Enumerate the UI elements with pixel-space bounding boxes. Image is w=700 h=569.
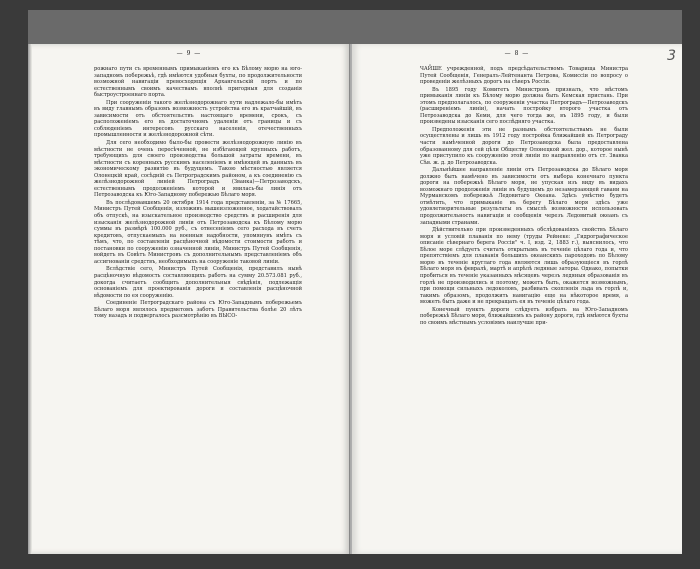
paragraph: рожнаго пути съ временнымъ примыканіемъ его къ Бѣлому морю на юго-западномъ побережьѣ, гдѣ имѣются удобныя бухты, по продолжительности возможной навигаціи превосходящія Архангельскій портъ и по естественнымъ своимъ качествамъ вполнѣ пригодныя для созданія быстроустроеннаго порта.: [94, 66, 302, 99]
paragraph: Соединеніе Петроградскаго района съ Юго-Западнымъ побережьемъ Бѣлаго моря являлось предметомъ заботъ Правительства болѣе 20 лѣтъ тому назадъ и подвергалось разсмотрѣнію въ ВЫСО-: [94, 300, 302, 320]
paragraph: ЧАЙШЕ учрежденной, подъ предсѣдательствомъ Товарища Министра Путей Сообщенія, Генералъ-Лейтенанта Петрова, Комиссіи по вопросу о проведеніи желѣзныхъ дорогъ на сѣверъ Россіи.: [420, 66, 628, 86]
right-page-number: — 8 —: [504, 50, 530, 57]
paragraph: Предположенія эти не разнымъ обстоятельствамъ не были осуществлены и лишь въ 1912 году постройка ближайшей къ Петрограду части намѣченной дороги до Петрозаводска была предоставлена образованному для сей цѣли Обществу Олонецкой жел. дор., которое нынѣ уже приступило къ сооруженію этой линіи по направленію отъ ст. Званка Сѣв. ж. д. до Петрозаводска.: [420, 126, 628, 166]
left-text-column: [94, 66, 302, 321]
page-edge-shadow: [28, 44, 32, 554]
paragraph: Въ 1895 году Комитетъ Министровъ призналъ, что мѣстомъ примыканія линіи къ Бѣлому морю должна быть Кемская пристань. При этомъ предполагалось, по сооруженіи участка Петроградъ—Петрозаводскъ (расширеніемъ линіи), начать постройку второго участка отъ Петрозаводска до Кеми, для чего тогда же, въ 1895 году, и были произведены изысканія сего послѣдняго участка.: [420, 86, 628, 126]
left-page-number: — 9 —: [176, 50, 202, 57]
right-page: [352, 44, 682, 554]
paragraph: Дальнѣйшее направленіе линіи отъ Петрозаводска до Бѣлаго моря должно быть намѣчено въ зависимости отъ выбора конечнаго пункта дороги на побережьѣ Бѣлаго моря, не упуская изъ виду въ видахъ возможнаго продолженія линіи въ будущемъ до незамерзающей гавани на Мурманскомъ побережьѣ Ледовитаго Океана. Здѣсь умѣстно будетъ отмѣтить, что примыканіе въ берегу Бѣлаго моря здѣсь уже удовлетворительные результаты въ смыслѣ возможности использовать продолжительность навигаціи и сообщенія черезъ Ледовитый океанъ съ западными странами.: [420, 167, 628, 226]
paragraph: При сооруженіи такого желѣзнодорожнаго пути надлежало-бы имѣть въ виду главнымъ образомъ возможность устройства его въ кратчайшій, въ зависимости отъ обстоятельствъ настоящаго времени, срокъ, съ расположеніемъ его въ достаточномъ удаленіи отъ границы и съ соблюденіемъ интересовъ русскаго населенія, отечественныхъ промышленности и желѣзнодорожной сѣти.: [94, 99, 302, 139]
right-text-column: [420, 66, 628, 327]
handwritten-page-mark: 3: [667, 48, 676, 64]
paragraph: Вслѣдствіе сего, Министръ Путей Сообщенія, представилъ нынѣ расцѣночную вѣдомость составляющихъ работъ на сумму 20.573.081 руб., докогда считаетъ сообщить дополнительныя свѣдѣнія, подлежащія основаніемъ для проектированія дороги и составленія расцѣночной вѣдомости по ея сооруженію.: [94, 266, 302, 299]
paragraph: Для сего необходимо было-бы провести желѣзнодорожную линію въ мѣстности не очень пересѣченной, не избѣгающей крупныхъ работъ, требующихъ для своего производства большой затраты времени, въ мѣстности съ коренныхъ русскимъ населеніемъ и имѣющей въ данныхъ въ экономическому развитію въ будущемъ. Такою мѣстностью является Олонецкій край, сосѣдній съ Петроградскимъ районом, а къ соединенію съ желѣзнодорожной линіей Петроградъ (Званка)—Петрозаводскъ, естественнымъ продолженіемъ которой и явилась-бы линія отъ Петрозаводска къ Юго-Западному побережью Бѣлаго моря.: [94, 140, 302, 199]
left-page: [28, 44, 350, 554]
paragraph: Дѣйствительно при произведенныхъ обслѣдованіяхъ свойствъ Бѣлаго моря и условій плаванія по нему (труды Рейнеке: „Гидрографическое описаніе сѣвернаго берега Россіи" ч. I, изд. 2, 1883 г.), выяснилось, что Бѣлое море слѣдуетъ считать открытымъ въ теченіе цѣлаго года и, что препятствіемъ для плаванія большихъ океанскихъ пароходовъ по Бѣлому морю въ теченіе круглаго года являются лишь образующіеся въ горлѣ Бѣлаго моря въ февралѣ, мартѣ и апрѣлѣ ледяные заторы. Однако, попытки пробиться въ теченіе указанныхъ мѣсяцевъ черезъ ледяныя образованія въ горлѣ не производились и поэтому, можетъ быть, окажется возможнымъ, при помощи сильныхъ ледоколовъ, разбивать скопленія льда въ горлѣ и, такимъ образомъ, продолжить навигацію еще на нѣкоторое время, а можетъ быть даже и не прекращать ея въ теченіе цѣлаго года.: [420, 227, 628, 306]
paragraph: Конечный пунктъ дороги слѣдуетъ избрать на Юго-Западномъ побережьѣ Бѣлаго моря, ближайшемъ къ району дороги, гдѣ имѣются бухты по своимъ мѣстнымъ условіямъ наилучше при-: [420, 306, 628, 326]
paragraph: Въ послѣдовавшемъ 20 октября 1914 года представленіи, за № 17665, Министръ Путей Сообщенія, изложивъ вышеизложенное, ходатайствовалъ объ отпускѣ, на изыскательное производство средствъ и расширенія для изысканія желѣзнодорожной линіи отъ Петрозаводска къ Бѣлому морю суммы въ размѣрѣ 100.000 руб., съ отнесеніемъ сего расхода въ счетъ кредитовъ, отпускаемыхъ на военныя надобности, упомянувъ имѣть съ тѣмъ, что, по составленіи расцѣночной вѣдомости стоимости работъ и постановки по сооруженію означенной линіи, Министръ Путей Сообщенія, войдетъ въ Совѣтъ Министровъ съ дополнительнымъ представленіемъ объ ассигнованіи средствъ, необходимыхъ на сооруженіе таковой линіи.: [94, 199, 302, 265]
scan-border: [28, 10, 682, 44]
